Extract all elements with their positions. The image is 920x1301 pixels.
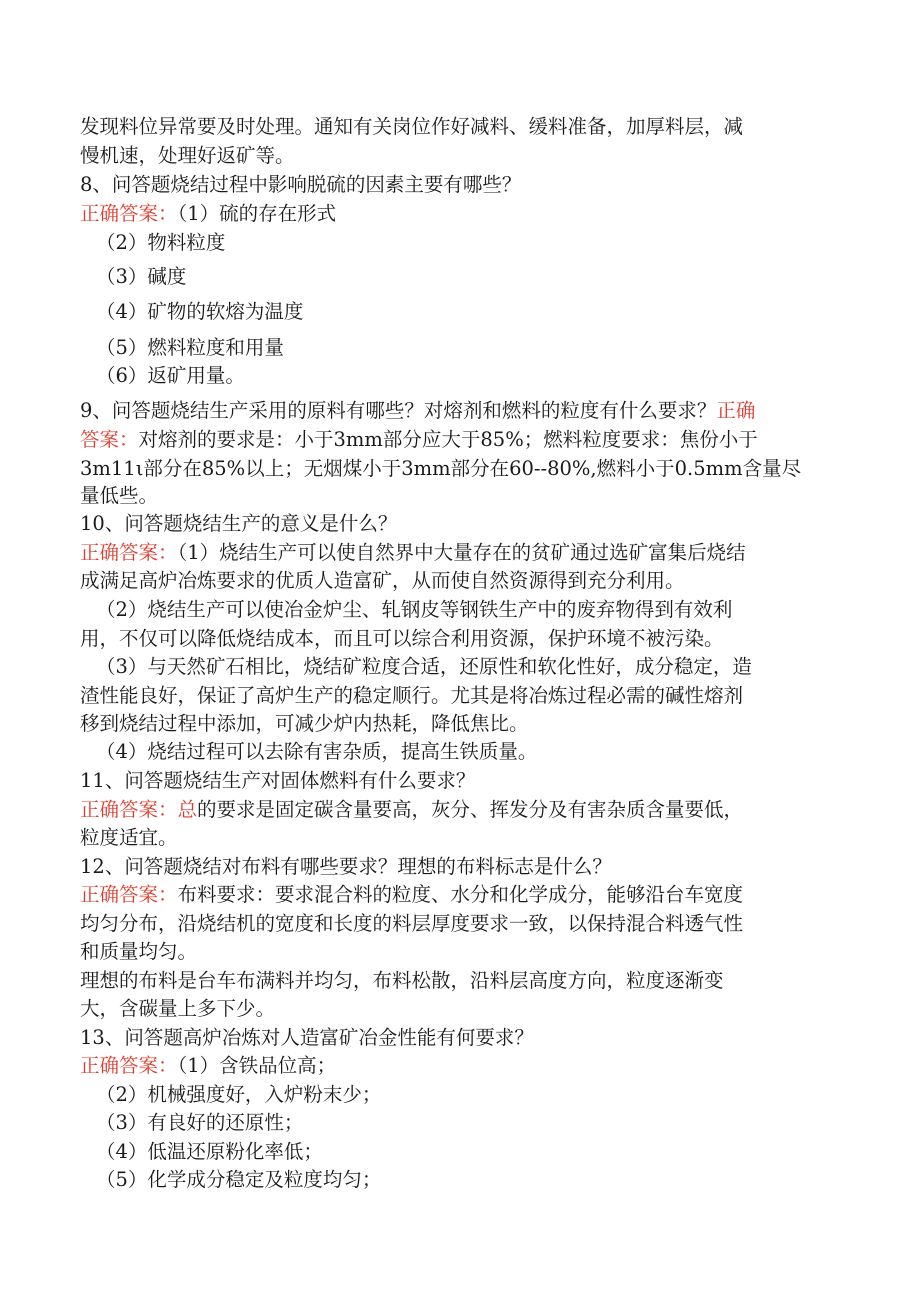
- text: （2）烧结生产可以使冶金炉尘、轧钢皮等钢铁生产中的废弃物得到有效利: [96, 598, 733, 621]
- answer-item: [96, 362, 245, 390]
- text: （3）有良好的还原性；: [96, 1111, 304, 1134]
- question-12: [80, 853, 612, 881]
- text: 均匀分布，沿烧结机的宽度和长度的料层厚度要求一致，以保持混合料透气性: [80, 912, 744, 935]
- text-line: [80, 710, 529, 738]
- text: 渣性能良好，保证了高炉生产的稳定顺行。尤其是将冶炼过程必需的碱性熔剂: [80, 684, 744, 707]
- text: 发现料位异常要及时处理。通知有关岗位作好减料、缓料准备，加厚料层，减: [80, 115, 744, 138]
- text: （4）低温还原粉化率低；: [96, 1140, 323, 1163]
- answer-line: [80, 796, 743, 824]
- answer-label: 正确答案：: [80, 883, 178, 906]
- answer-label: 答案：: [80, 428, 139, 451]
- answer-line: [80, 426, 758, 454]
- answer-item: [96, 1166, 381, 1194]
- text-line: [96, 596, 732, 624]
- answer-label: 正确答案：: [80, 202, 178, 225]
- text: （3）与天然矿石相比，烧结矿粒度合适，还原性和软化性好，成分稳定，造: [96, 655, 752, 678]
- question-9: [80, 397, 755, 425]
- text-line: [80, 995, 275, 1023]
- answer-line: [80, 1052, 336, 1080]
- question-13: [80, 1024, 534, 1052]
- answer-label: 正确答案：: [80, 541, 178, 564]
- text-line: [80, 824, 178, 852]
- answer-text: （1）烧结生产可以使自然界中大量存在的贫矿通过选矿富集后烧结: [177, 541, 746, 564]
- text: （4）烧结过程可以去除有害杂质，提高生铁质量。: [96, 740, 538, 763]
- answer-line: [80, 881, 743, 909]
- answer-label: 正确答案：: [80, 1054, 178, 1077]
- text-line: [80, 567, 685, 595]
- text-line: [80, 938, 197, 966]
- answer-text: 布料要求：要求混合料的粒度、水分和化学成分，能够沿台车宽度: [177, 883, 744, 906]
- answer-line: [80, 539, 746, 567]
- text: （2）机械强度好，入炉粉末少；: [96, 1083, 382, 1106]
- text: （4）矿物的软熔为温度: [96, 300, 304, 323]
- answer-label: 正确: [716, 399, 756, 422]
- answer-label: 正确答案：总: [80, 798, 198, 821]
- answer-text: 的要求是固定碳含量要高，灰分、挥发分及有害杂质含量要低，: [197, 798, 744, 821]
- text-line: [96, 653, 752, 681]
- answer-item: [96, 229, 225, 257]
- text-line: [80, 682, 743, 710]
- text-line: [80, 625, 724, 653]
- answer-item: [96, 334, 284, 362]
- answer-text: （1）硫的存在形式: [177, 202, 337, 225]
- text-line: [80, 482, 158, 510]
- question-10: [80, 510, 397, 538]
- answer-item: [96, 1081, 381, 1109]
- text: 量低些。: [80, 484, 159, 507]
- text: （5）化学成分稳定及粒度均匀；: [96, 1168, 382, 1191]
- text: （2）物料粒度: [96, 231, 226, 254]
- question-text: 11、问答题烧结生产对固体燃料有什么要求？: [80, 769, 476, 792]
- question-text: 13、问答题高炉冶炼对人造富矿冶金性能有何要求？: [80, 1026, 534, 1049]
- answer-item: [96, 1138, 323, 1166]
- question-text: 12、问答题烧结对布料有哪些要求？理想的布料标志是什么？: [80, 855, 612, 878]
- question-text: 8、问答题烧结过程中影响脱硫的因素主要有哪些？: [80, 173, 522, 196]
- question-8: [80, 171, 521, 199]
- question-text: 10、问答题烧结生产的意义是什么？: [80, 512, 398, 535]
- text: 大，含碳量上多下少。: [80, 997, 276, 1020]
- text: 移到烧结过程中添加，可减少炉内热耗，降低焦比。: [80, 712, 529, 735]
- text-line: [80, 910, 743, 938]
- text: （3）碱度: [96, 265, 187, 288]
- text: （6）返矿用量。: [96, 364, 245, 387]
- text: 慢机速，处理好返矿等。: [80, 144, 295, 167]
- text: 成满足高炉冶炼要求的优质人造富矿，从而使自然资源得到充分利用。: [80, 569, 685, 592]
- text: 粒度适宜。: [80, 826, 178, 849]
- text: （5）燃料粒度和用量: [96, 336, 284, 359]
- question-11: [80, 767, 475, 795]
- text-line: [80, 455, 801, 483]
- answer-line: [80, 200, 336, 228]
- answer-item: [96, 298, 303, 326]
- text-line: [80, 142, 295, 170]
- answer-item: [96, 263, 186, 291]
- text: 用，不仅可以降低烧结成本，而且可以综合利用资源，保护环境不被污染。: [80, 627, 724, 650]
- text: 理想的布料是台车布满料并均匀，布料松散，沿料层高度方向，粒度逐渐变: [80, 969, 724, 992]
- answer-text: （1）含铁品位高；: [177, 1054, 337, 1077]
- answer-text: 对熔剂的要求是：小于3mm部分应大于85%；燃料粒度要求：焦份小于: [138, 428, 758, 451]
- question-text: 9、问答题烧结生产采用的原料有哪些？对熔剂和燃料的粒度有什么要求？: [80, 399, 717, 422]
- text-line: [80, 113, 743, 141]
- text: 3m11ι部分在85%以上；无烟煤小于3mm部分在60--80%,燃料小于0.5mm含量尽: [80, 457, 802, 480]
- answer-item: [96, 1109, 303, 1137]
- text-line: [96, 738, 537, 766]
- text: 和质量均匀。: [80, 940, 198, 963]
- text-line: [80, 967, 724, 995]
